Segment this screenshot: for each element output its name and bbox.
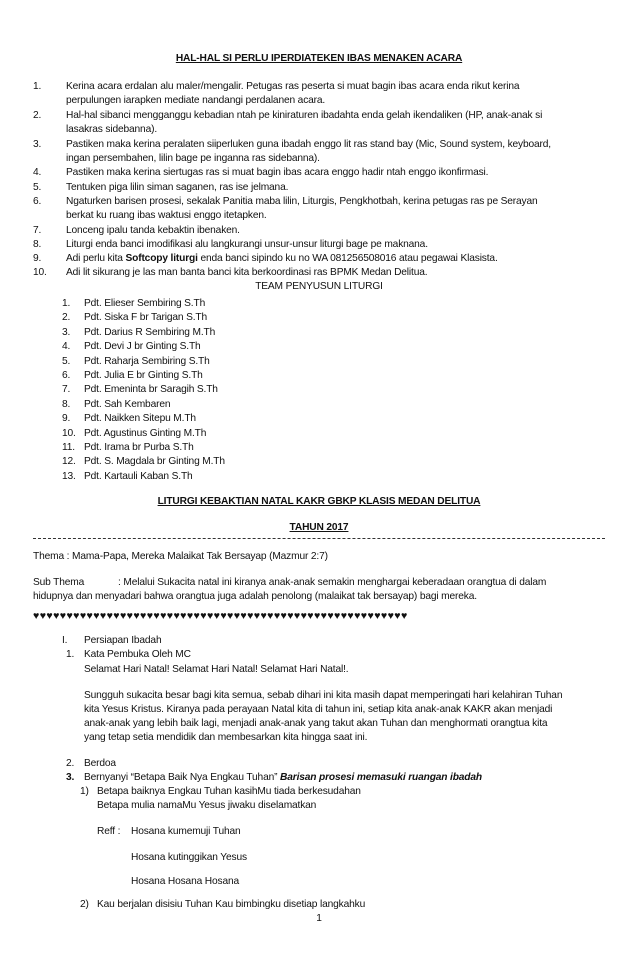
list-text: Pastiken maka kerina peralaten siiperluken guna ibadah enggo lit ras stand bay (Mic, Sound system, keyboard,	[66, 139, 551, 150]
team-member-name: Pdt. Sah Kembaren	[84, 399, 171, 410]
team-member-number: 8.	[62, 399, 71, 410]
list-text	[66, 252, 498, 265]
lyric-line: Betapa mulia namaMu Yesus jiwaku diselamatkan	[97, 800, 317, 811]
list-number: 5.	[33, 182, 42, 193]
team-member-number: 9.	[62, 413, 71, 424]
list-text: Liturgi enda banci imodifikasi alu langkurangi unsur-unsur liturgi bage pe maknana.	[66, 239, 428, 250]
year-title: TAHUN 2017	[289, 522, 349, 533]
team-member-number: 5.	[62, 356, 71, 367]
list-number: 4.	[33, 167, 42, 178]
item-title: Kata Pembuka Oleh MC	[84, 649, 191, 660]
list-text: Ngaturken barisen prosesi, sekalak Panitia maba lilin, Liturgis, Pengkhotbah, kerina petugas ras pe Serayan	[66, 196, 538, 207]
team-member-number: 7.	[62, 384, 71, 395]
lyric-line: Hosana kumemuji Tuhan	[131, 826, 241, 837]
verse-number: 1)	[80, 786, 89, 797]
team-member-name: Pdt. Emeninta br Saragih S.Th	[84, 384, 218, 395]
verse-number: 2)	[80, 899, 89, 910]
team-member-number: 10.	[62, 428, 76, 439]
greeting-line: Selamat Hari Natal! Selamat Hari Natal! Selamat Hari Natal!.	[84, 664, 349, 675]
paragraph-line: kita Yesus Kristus. Kiranya pada perayaan Natal kita di tahun ini, setiap kita anak-anak KAKR akan menjadi	[84, 704, 553, 715]
team-member-name: Pdt. Elieser Sembiring S.Th	[84, 298, 206, 309]
reff-label: Reff :	[97, 826, 121, 837]
team-member-name: Pdt. S. Magdala br Ginting M.Th	[84, 456, 225, 467]
list-number: 10.	[33, 267, 47, 278]
procession-note: Barisan prosesi memasuki ruangan ibadah	[280, 772, 482, 783]
list-text: ingan persembahen, lilin bage pe inganna ras sidebanna).	[66, 153, 320, 164]
team-member-name: Pdt. Siska F br Tarigan S.Th	[84, 312, 208, 323]
paragraph-line: Sungguh sukacita besar bagi kita semua, sebab dihari ini kita masih dapat memperingati hari kelahiran Tuhan	[84, 690, 563, 701]
team-member-name: Pdt. Irama br Purba S.Th	[84, 442, 194, 453]
subthema-label: Sub Thema	[33, 577, 85, 588]
section-number: I.	[62, 635, 68, 646]
list-number: 9.	[33, 253, 42, 264]
lyric-line: Kau berjalan disisiu Tuhan Kau bimbingku disetiap langkahku	[97, 899, 366, 910]
list-text-part: enda banci sipindo ku no WA 081256508016 atau pegawai Klasista.	[197, 253, 498, 264]
team-member-name: Pdt. Agustinus Ginting M.Th	[84, 428, 207, 439]
list-number: 3.	[33, 139, 42, 150]
team-member-name: Pdt. Kartauli Kaban S.Th	[84, 471, 193, 482]
team-member-number: 3.	[62, 327, 71, 338]
list-text: Tentuken piga lilin siman saganen, ras ise jelmana.	[66, 182, 289, 193]
divider-line	[33, 538, 605, 539]
list-number: 6.	[33, 196, 42, 207]
page-heading: HAL-HAL SI PERLU IPERDIATEKEN IBAS MENAKEN ACARA	[175, 53, 463, 64]
list-number: 1.	[33, 81, 42, 92]
item-number: 3.	[66, 772, 75, 783]
team-member-name: Pdt. Julia E br Ginting S.Th	[84, 370, 203, 381]
list-text: perpulungen iarapken mediate nandangi perdalanen acara.	[66, 95, 326, 106]
team-member-name: Pdt. Darius R Sembiring M.Th	[84, 327, 216, 338]
team-member-number: 4.	[62, 341, 71, 352]
section-title: Persiapan Ibadah	[84, 635, 162, 646]
list-number: 7.	[33, 225, 42, 236]
team-member-number: 1.	[62, 298, 71, 309]
team-member-number: 13.	[62, 471, 76, 482]
softcopy-liturgi-text: Softcopy liturgi	[125, 253, 198, 264]
team-member-name: Pdt. Devi J br Ginting S.Th	[84, 341, 201, 352]
list-text: Kerina acara erdalan alu maler/mengalir. Petugas ras peserta si muat bagin ibas acara enda rikut kerina	[66, 81, 520, 92]
list-text: lasakras sidebanna).	[66, 124, 158, 135]
list-text: Hal-hal sibanci mengganggu kebadian ntah pe kiniraturen ibadahta enda gelah ikendaliken (HP, anak-anak si	[66, 110, 543, 121]
item-number: 2.	[66, 758, 75, 769]
page-number: 1	[316, 913, 322, 924]
song-title: Bernyanyi “Betapa Baik Nya Engkau Tuhan”	[84, 772, 281, 783]
item-title: Berdoa	[84, 758, 116, 769]
team-member-number: 11.	[62, 442, 75, 453]
list-text-part: Adi perlu kita	[66, 253, 126, 264]
item-title	[84, 771, 482, 784]
paragraph-line: yang tetap setia mendidik dan membesarkan kita hingga saat ini.	[84, 732, 368, 743]
team-member-name: Pdt. Naikken Sitepu M.Th	[84, 413, 196, 424]
list-text: Lonceng ipalu tanda kebaktin ibenaken.	[66, 225, 240, 236]
hearts-divider: ♥♥♥♥♥♥♥♥♥♥♥♥♥♥♥♥♥♥♥♥♥♥♥♥♥♥♥♥♥♥♥♥♥♥♥♥♥♥♥♥♥♥♥♥♥♥♥♥♥♥♥♥♥♥♥♥	[33, 610, 408, 622]
item-number: 1.	[66, 649, 75, 660]
team-member-number: 2.	[62, 312, 71, 323]
lyric-line: Hosana kutinggikan Yesus	[131, 852, 247, 863]
team-title: TEAM PENYUSUN LITURGI	[255, 281, 383, 292]
list-number: 8.	[33, 239, 42, 250]
list-number: 2.	[33, 110, 42, 121]
thema-line: Thema : Mama-Papa, Mereka Malaikat Tak Bersayap (Mazmur 2:7)	[33, 551, 328, 562]
list-text: Pastiken maka kerina siertugas ras si muat bagin ibas acara enggo hadir ntah enggo ikonfirmasi.	[66, 167, 489, 178]
liturgy-title: LITURGI KEBAKTIAN NATAL KAKR GBKP KLASIS MEDAN DELITUA	[157, 496, 481, 507]
paragraph-line: anak-anak yang lebih baik lagi, menjadi anak-anak yang takut akan Tuhan dan menghormati orangtua kita	[84, 718, 548, 729]
team-member-name: Pdt. Raharja Sembiring S.Th	[84, 356, 210, 367]
list-text: berkat ku ruang ibas waktusi enggo itetapken.	[66, 210, 267, 221]
list-text: Adi lit sikurang je las man banta banci kita berkoordinasi ras BPMK Medan Delitua.	[66, 267, 428, 278]
subthema-text: : Melalui Sukacita natal ini kiranya anak-anak semakin menghargai keberadaan orangtua di dalam	[118, 577, 547, 588]
lyric-line: Betapa baiknya Engkau Tuhan kasihMu tiada berkesudahan	[97, 786, 361, 797]
team-member-number: 6.	[62, 370, 71, 381]
subthema-text-continued: hidupnya dan menyadari bahwa orangtua juga adalah penolong (malaikat tak bersayap) bagi mereka.	[33, 591, 477, 602]
team-member-number: 12.	[62, 456, 76, 467]
lyric-line: Hosana Hosana Hosana	[131, 876, 240, 887]
